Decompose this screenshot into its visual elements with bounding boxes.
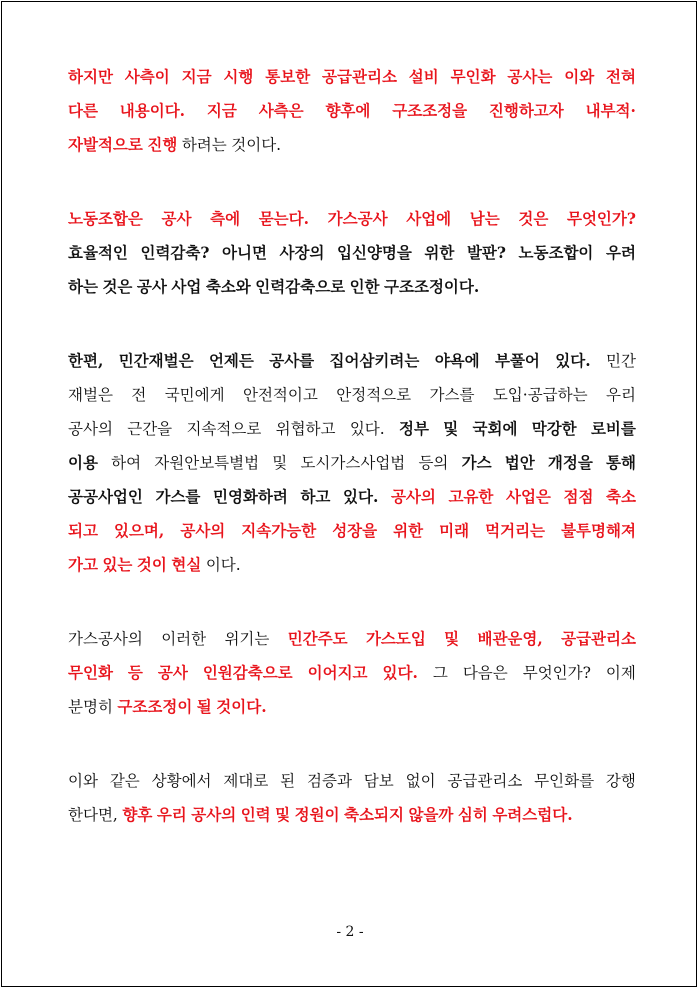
word: 안정적으로 <box>336 386 412 404</box>
word: 다른 <box>68 101 98 120</box>
text-line <box>68 202 636 236</box>
word: 있다. <box>349 420 385 438</box>
text-line <box>68 236 636 270</box>
word: 사업에 <box>406 209 452 228</box>
word: 및 <box>444 629 460 648</box>
word: 무엇인가? <box>522 664 591 682</box>
word: 국민에게 <box>164 386 225 404</box>
word: 시행 <box>223 67 254 86</box>
word: 내부적· <box>585 101 636 120</box>
word: 우려스럽다. <box>492 805 573 824</box>
word: 무인화를 <box>534 772 595 790</box>
paragraph <box>68 344 636 582</box>
word: 집어삼키려는 <box>329 351 420 370</box>
word: 구조조정을 <box>392 101 468 120</box>
word: 진행 <box>147 135 178 154</box>
text-line <box>68 514 636 548</box>
word: 근간을 <box>127 420 173 438</box>
document-page <box>1 1 697 987</box>
word: 민간재벌은 <box>118 351 194 370</box>
word: 상황에서 <box>151 772 212 790</box>
word: 통해 <box>605 453 636 472</box>
word: 내용이다. <box>119 101 186 120</box>
word: 있으며, <box>113 521 165 540</box>
text-line <box>68 412 636 446</box>
word: 정원이 <box>294 805 340 824</box>
word: 지속가능한 <box>241 521 317 540</box>
word: 자원안보특별법 <box>154 454 260 472</box>
word: 민간 <box>605 352 636 370</box>
word: 사업은 <box>505 487 551 506</box>
word: 등 <box>127 663 143 682</box>
word: 및 <box>272 454 288 472</box>
word: 인한 <box>349 277 380 296</box>
word: 공급관리소 <box>447 772 523 790</box>
word: 이와 <box>564 67 595 86</box>
word: 가스도입 <box>365 629 426 648</box>
word: 공사의 <box>390 487 436 506</box>
word: 이다. <box>205 556 241 574</box>
word: 가스공사의 <box>68 630 143 648</box>
word: 공사를 <box>269 351 315 370</box>
word: 이와 <box>68 772 98 790</box>
text-line <box>68 764 636 798</box>
word: 향후에 <box>325 101 371 120</box>
word: 없이 <box>405 772 436 790</box>
paragraph <box>68 60 636 162</box>
word: 위협하고 <box>275 420 336 438</box>
word: 것은 <box>518 209 549 228</box>
word: 하려는 <box>181 136 227 154</box>
word: 인원감축으로 <box>202 663 293 682</box>
text-line <box>68 480 636 514</box>
text-line <box>68 94 636 128</box>
text-line <box>68 548 636 582</box>
word: 등의 <box>418 454 449 472</box>
word: 된 <box>280 772 296 790</box>
word: 사업 <box>171 277 202 296</box>
text-line <box>68 270 636 304</box>
word: 한다면, <box>68 806 118 824</box>
word: 공급관리소 <box>322 67 397 86</box>
word: 한편, <box>68 351 104 370</box>
word: 분명히 <box>68 698 113 716</box>
word: 될 <box>196 697 212 716</box>
word: 구조조정이 <box>117 697 193 716</box>
word: 가고 <box>68 555 98 574</box>
word: 검증과 <box>307 772 352 790</box>
word: 및 <box>275 805 291 824</box>
word: 법안 <box>504 453 535 472</box>
word: 축소되지 <box>344 805 404 824</box>
word: 현실 <box>171 555 202 574</box>
word: 우리 <box>156 805 187 824</box>
word: 공사 <box>157 663 188 682</box>
word: 아니면 <box>222 243 267 262</box>
word: 재벌은 <box>68 386 113 404</box>
word: 담보 <box>363 772 394 790</box>
word: 전 <box>131 386 147 404</box>
page-number: - 2 - <box>336 924 364 940</box>
word: 발판? <box>466 243 506 262</box>
word: 구조조정이다. <box>384 277 480 296</box>
word: 통보한 <box>265 67 311 86</box>
word: 같은 <box>109 772 140 790</box>
word: 그 <box>432 664 448 682</box>
word: 배관운영, <box>477 629 543 648</box>
word: 민영화하려 <box>212 487 288 506</box>
word: 설비 <box>408 67 439 86</box>
text-line <box>68 656 636 690</box>
word: 부풀어 <box>494 351 540 370</box>
word: 야욕에 <box>434 351 480 370</box>
word: 위한 <box>393 521 424 540</box>
word: 하여 <box>111 454 142 472</box>
word: 정부 <box>398 419 429 438</box>
word: 묻는다. <box>258 209 310 228</box>
paragraph <box>68 622 636 724</box>
word: 공사의 <box>180 521 226 540</box>
word: 것이다. <box>231 136 282 154</box>
text-line <box>68 690 636 724</box>
word: 무인화 <box>450 67 496 86</box>
word: 공사 <box>161 209 192 228</box>
word: 되고 <box>68 521 98 540</box>
paragraph <box>68 202 636 304</box>
word: 하고 <box>300 487 331 506</box>
word: 민간주도 <box>287 629 348 648</box>
word: 지금 <box>181 67 212 86</box>
word: 먹거리는 <box>485 521 546 540</box>
word: 이어지고 <box>307 663 368 682</box>
word: 강행 <box>605 772 636 790</box>
word: 있다. <box>555 351 591 370</box>
word: 다음은 <box>462 664 508 682</box>
word: 공사 <box>136 277 167 296</box>
word: 성장을 <box>332 521 378 540</box>
word: 도시가스사업법 <box>300 454 406 472</box>
word: 하는 <box>68 277 98 296</box>
word: 있다. <box>343 487 379 506</box>
word: 가스를 <box>155 487 201 506</box>
word: 진행하고자 <box>488 101 564 120</box>
word: 측에 <box>210 209 241 228</box>
word: 미래 <box>439 521 470 540</box>
document-body <box>68 60 636 872</box>
word: 않을까 <box>408 805 454 824</box>
word: 전혀 <box>606 67 636 86</box>
word: 인력감축? <box>140 243 210 262</box>
text-line <box>68 798 636 832</box>
word: 고유한 <box>448 487 494 506</box>
word: 향후 <box>122 805 153 824</box>
word: 지금 <box>206 101 237 120</box>
word: 개정을 <box>547 453 593 472</box>
word: 남는 <box>469 209 500 228</box>
word: 언제든 <box>208 351 254 370</box>
word: 안전적이고 <box>242 386 318 404</box>
word: 위한 <box>424 243 455 262</box>
word: 위기는 <box>224 630 270 648</box>
text-line <box>68 622 636 656</box>
word: 우려 <box>605 243 636 262</box>
word: 국회에 <box>472 419 518 438</box>
word: 있는 <box>102 555 133 574</box>
word: 축소와 <box>205 277 251 296</box>
word: 있다. <box>382 663 418 682</box>
word: 공사의 <box>191 805 237 824</box>
word: 불투명해져 <box>561 521 636 540</box>
word: 축소 <box>606 487 636 506</box>
word: 인력 <box>240 805 271 824</box>
word: 사장의 <box>279 243 325 262</box>
word: 막강한 <box>531 419 577 438</box>
word: 이용 <box>68 453 98 472</box>
word: 공급관리소 <box>561 629 636 648</box>
text-line <box>68 60 636 94</box>
word: 도입·공급하는 <box>492 386 588 404</box>
word: 이제 <box>605 664 636 682</box>
text-line <box>68 378 636 412</box>
word: 하지만 <box>68 67 113 86</box>
word: 인력감축으로 <box>255 277 346 296</box>
word: 노동조합은 <box>68 209 143 228</box>
word: 것은 <box>102 277 133 296</box>
word: 로비를 <box>590 419 636 438</box>
word: 무인화 <box>68 663 113 682</box>
word: 자발적으로 <box>68 135 143 154</box>
word: 사측이 <box>124 67 170 86</box>
word: 제대로 <box>223 772 269 790</box>
word: 효율적인 <box>68 243 128 262</box>
word: 및 <box>443 419 459 438</box>
word: 우리 <box>605 386 636 404</box>
word: 가스 <box>461 453 492 472</box>
word: 것이다. <box>216 697 267 716</box>
text-line <box>68 344 636 378</box>
word: 것이 <box>136 555 167 574</box>
word: 가스공사 <box>327 209 388 228</box>
word: 노동조합이 <box>518 243 594 262</box>
word: 점점 <box>563 487 594 506</box>
text-line <box>68 128 636 162</box>
word: 무엇인가? <box>566 209 636 228</box>
word: 공사의 <box>68 420 113 438</box>
word: 입신양명을 <box>336 243 412 262</box>
word: 가스를 <box>429 386 475 404</box>
word: 공사는 <box>507 67 553 86</box>
word: 사측은 <box>258 101 304 120</box>
text-line <box>68 446 636 480</box>
word: 지속적으로 <box>186 420 262 438</box>
paragraph <box>68 764 636 832</box>
word: 이러한 <box>161 630 207 648</box>
word: 공공사업인 <box>68 487 143 506</box>
word: 심히 <box>457 805 488 824</box>
